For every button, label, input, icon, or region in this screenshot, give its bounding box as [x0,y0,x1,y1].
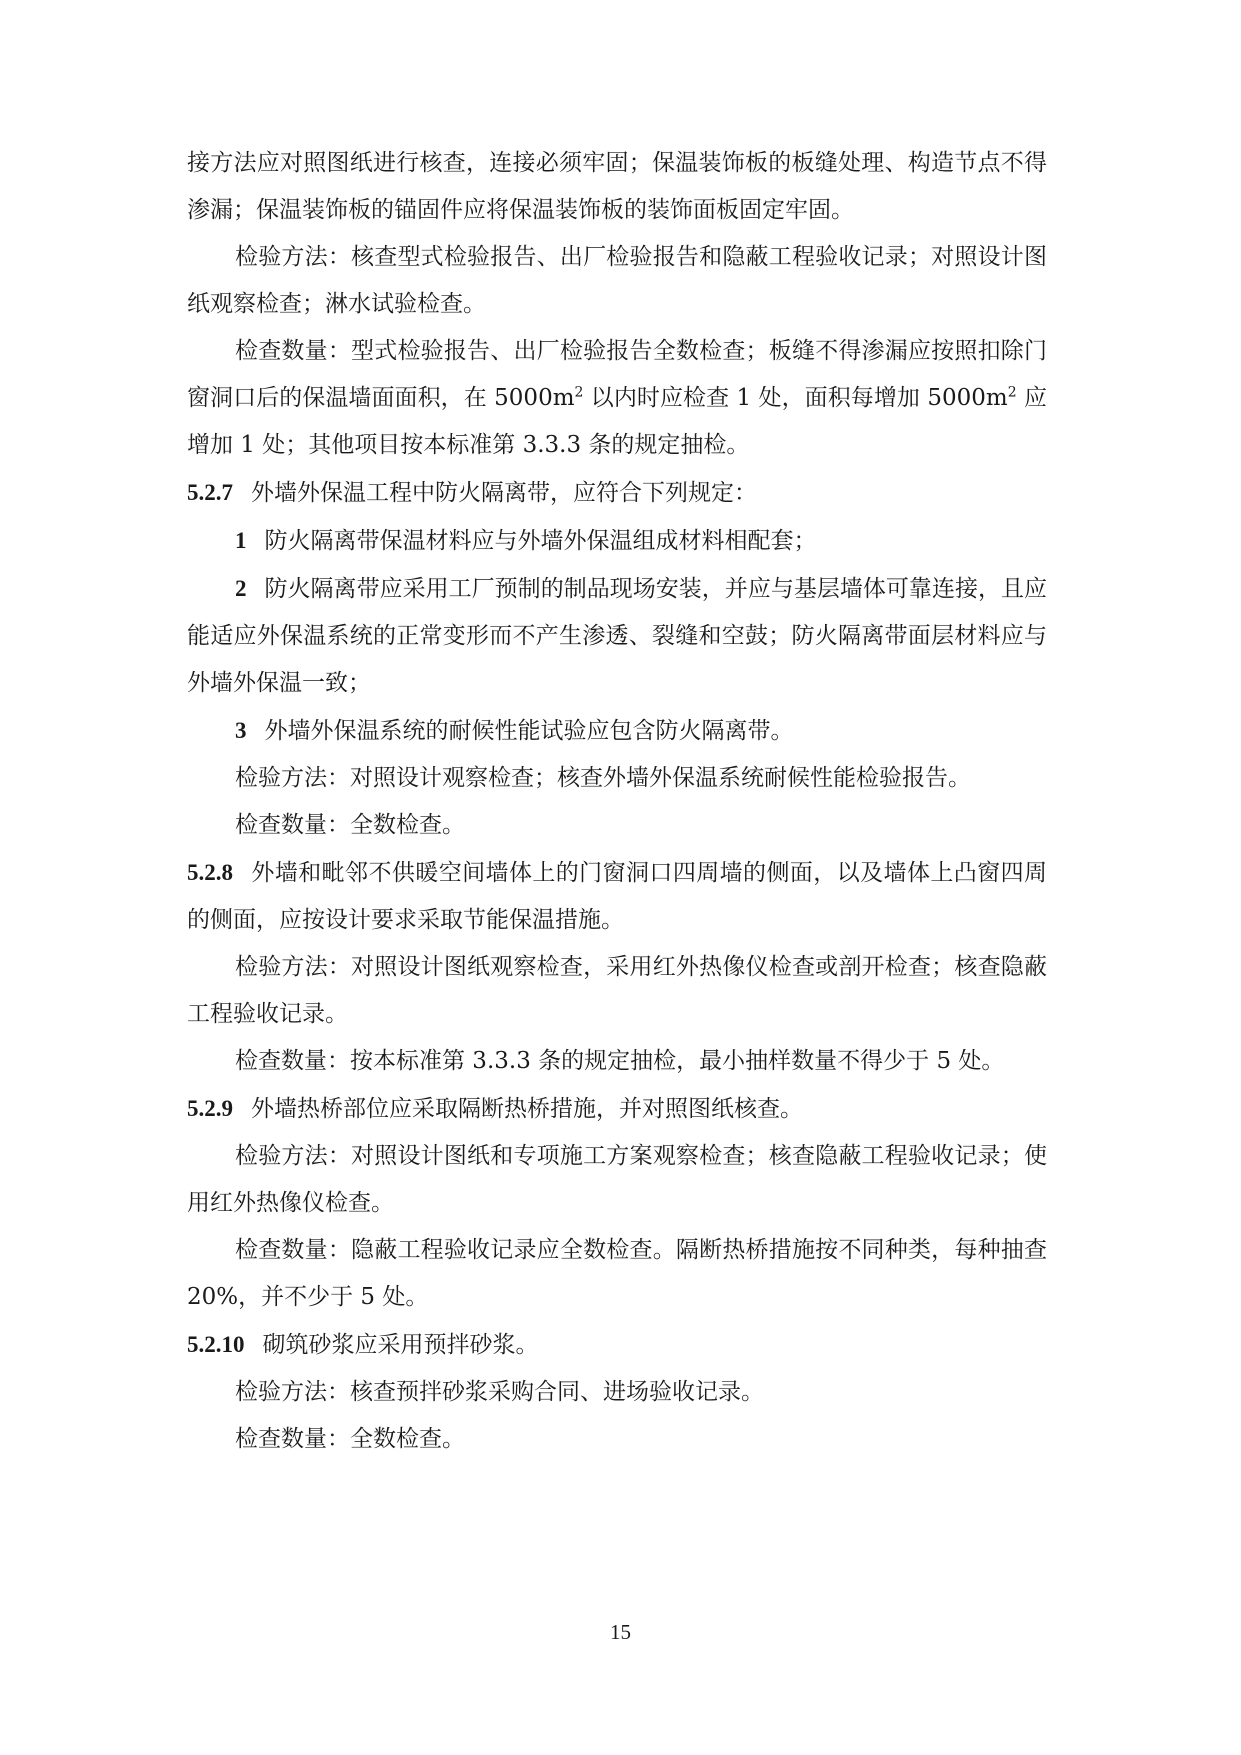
item-number: 2 [235,576,247,601]
section-number: 5.2.7 [187,480,233,505]
item-text: 外墙外保温系统的耐候性能试验应包含防火隔离带。 [264,718,794,744]
section-5-2-9 [187,1085,1047,1133]
section-text: 砌筑砂浆应采用预拌砂浆。 [262,1332,539,1358]
paragraph-inspection-quantity: 检查数量：全数检查。 [235,1426,465,1452]
text-fragment: 应增加 1 处；其他项目按本标准第 3.3.3 条的规定抽检。 [187,385,1047,458]
superscript: 2 [1007,384,1017,401]
section-5-2-10 [187,1321,1047,1369]
list-item [187,565,1047,707]
paragraph-inspection-method: 检验方法：对照设计观察检查；核查外墙外保温系统耐候性能检验报告。 [235,765,971,791]
list-item [187,707,1047,755]
text-fragment: 检查数量：型式检验报告、出厂检验报告全数检查；板缝不得渗漏应按照扣除门窗洞口后的保温墙面面积，在 5000m [187,338,1047,411]
section-number: 5.2.9 [187,1096,233,1121]
paragraph-continuation: 接方法应对照图纸进行核查，连接必须牢固；保温装饰板的板缝处理、构造节点不得渗漏；保温装饰板的锚固件应将保温装饰板的装饰面板固定牢固。 [187,150,1047,223]
paragraph-inspection-method: 检验方法：核查型式检验报告、出厂检验报告和隐蔽工程验收记录；对照设计图纸观察检查；淋水试验检查。 [187,244,1047,317]
section-text: 外墙和毗邻不供暖空间墙体上的门窗洞口四周墙的侧面，以及墙体上凸窗四周的侧面，应按设计要求采取节能保温措施。 [187,860,1047,933]
paragraph-inspection-method: 检验方法：对照设计图纸和专项施工方案观察检查；核查隐蔽工程验收记录；使用红外热像仪检查。 [187,1143,1047,1216]
page-body [187,140,1047,1463]
section-text: 外墙外保温工程中防火隔离带，应符合下列规定： [251,480,757,506]
section-number: 5.2.8 [187,860,233,885]
paragraph-inspection-method: 检验方法：核查预拌砂浆采购合同、进场验收记录。 [235,1379,764,1405]
superscript: 2 [574,384,584,401]
item-text: 防火隔离带应采用工厂预制的制品现场安装，并应与基层墙体可靠连接，且应能适应外保温系统的正常变形而不产生渗透、裂缝和空鼓；防火隔离带面层材料应与外墙外保温一致； [187,576,1047,696]
paragraph-inspection-method: 检验方法：对照设计图纸观察检查，采用红外热像仪检查或剖开检查；核查隐蔽工程验收记录。 [187,954,1047,1027]
section-5-2-8 [187,849,1047,944]
item-number: 3 [235,718,247,743]
section-5-2-7 [187,469,1047,517]
text-fragment: 以内时应检查 1 处，面积每增加 5000m [583,385,1008,411]
page-number: 15 [610,1620,631,1644]
list-item [187,517,1047,565]
item-number: 1 [235,528,247,553]
paragraph-inspection-quantity: 检查数量：按本标准第 3.3.3 条的规定抽检，最小抽样数量不得少于 5 处。 [235,1048,1005,1074]
item-text: 防火隔离带保温材料应与外墙外保温组成材料相配套； [264,528,817,554]
paragraph-inspection-quantity: 检查数量：隐蔽工程验收记录应全数检查。隔断热桥措施按不同种类，每种抽查 20%，并不少于 5 处。 [187,1237,1047,1310]
paragraph-inspection-quantity [187,328,1047,469]
section-text: 外墙热桥部位应采取隔断热桥措施，并对照图纸核查。 [251,1096,803,1122]
paragraph-inspection-quantity: 检查数量：全数检查。 [235,812,465,838]
section-number: 5.2.10 [187,1332,245,1357]
